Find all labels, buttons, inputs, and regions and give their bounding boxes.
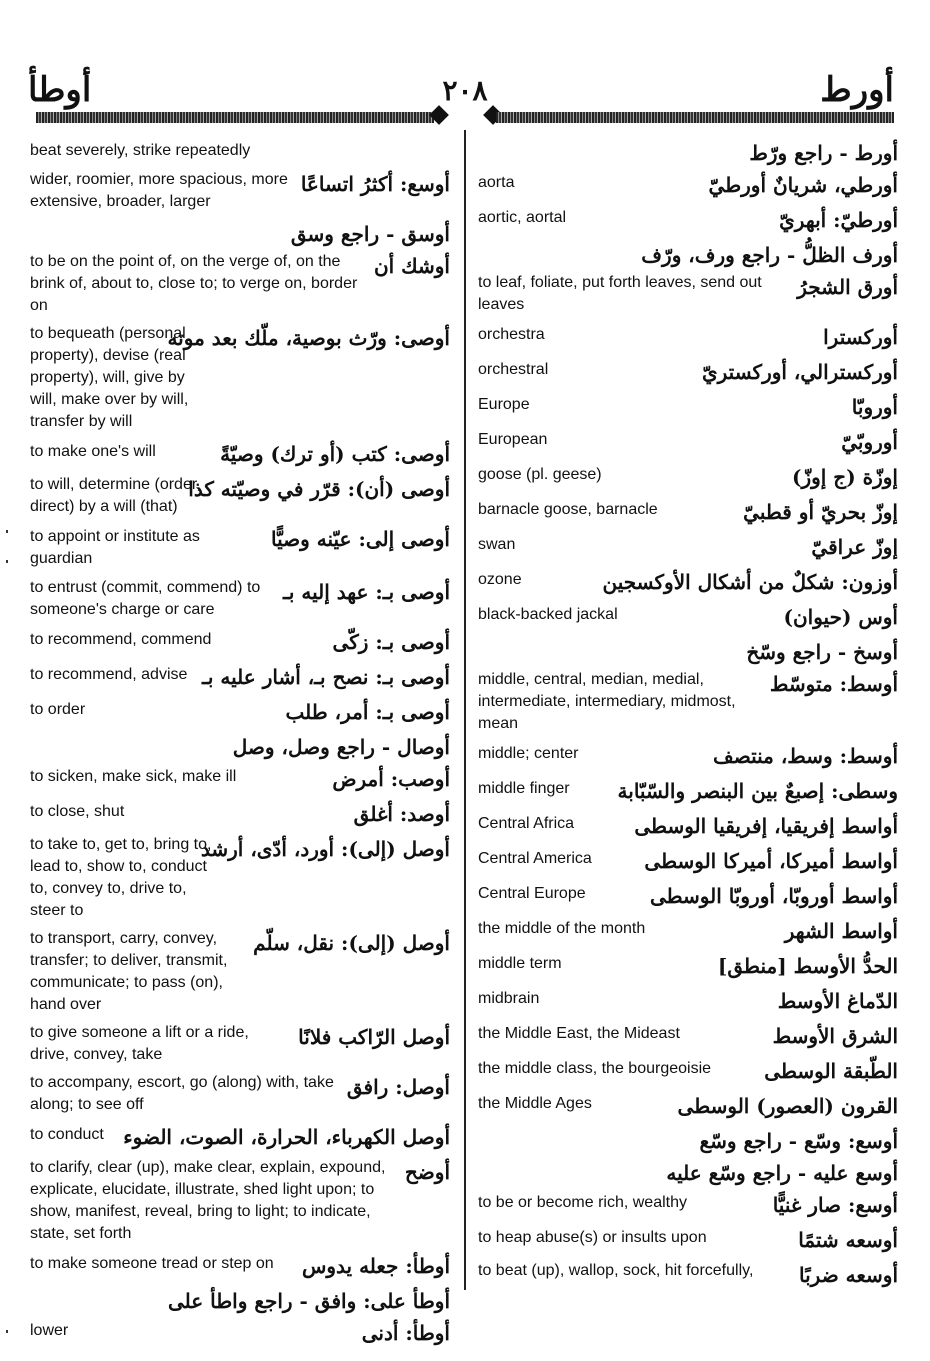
entry-headword: أوسعه ضربًا [799, 1263, 898, 1287]
entry-translation: to heap abuse(s) or insults upon [478, 1229, 707, 1246]
dictionary-entry [478, 172, 898, 198]
dictionary-entry [478, 534, 898, 560]
entry-headword: أوسخ - راجع وسّخ [746, 640, 898, 664]
entry-headword: إوزّ بحريّ أو قطبيّ [743, 500, 898, 524]
entry-translation: to take to, get to, bring to, lead to, show to, conduct to, convey to, drive to, steer to [30, 836, 212, 919]
entry-translation: goose (pl. geese) [478, 466, 602, 483]
dictionary-entry [478, 1023, 898, 1049]
entry-headword: أوس (حيوان) [783, 605, 898, 629]
entry-headword: أوصل (إلى): نقل، سلّم [253, 931, 450, 955]
entry-translation: to clarify, clear (up), make clear, explain, expound, explicate, elucidate, illustrate, shed light upon; to show, manifest, reveal, bring to light; to indicate, state, set forth [30, 1159, 386, 1242]
left-column [30, 140, 450, 1355]
dictionary-entry [478, 743, 898, 769]
dictionary-entry [478, 1093, 898, 1119]
dictionary-entry [478, 1058, 898, 1084]
entry-translation: swan [478, 536, 516, 553]
entry-translation: middle finger [478, 780, 570, 797]
entry-translation: the Middle East, the Mideast [478, 1025, 680, 1042]
entry-headword: أوصد: أغلق [353, 802, 450, 826]
entry-headword: أواسط إفريقيا، إفريقيا الوسطى [634, 814, 898, 838]
entry-headword: أوصال - راجع وصل، وصل [232, 735, 450, 759]
entry-translation: to beat (up), wallop, sock, hit forcefully, [478, 1262, 754, 1279]
entry-headword: أوصل (إلى): أورد، أدّى، أرشد [200, 837, 450, 861]
entry-headword: أواسط أوروبّا، أوروبّا الوسطى [649, 884, 898, 908]
entry-translation: to recommend, advise [30, 666, 188, 683]
dictionary-entry [30, 1253, 450, 1279]
right-column [478, 140, 898, 1296]
column-divider [464, 130, 466, 1290]
dictionary-entry [30, 526, 450, 570]
dictionary-entry [30, 1024, 450, 1066]
dictionary-entry [478, 1160, 898, 1186]
entry-headword: أوسط: متوسّط [769, 672, 898, 696]
header-guide-word-left: أوطأ [28, 70, 92, 110]
entry-headword: أورف الظلُّ - راجع ورف، ورّف [641, 243, 898, 267]
entry-translation: to conduct [30, 1126, 104, 1143]
entry-headword: أوصل الكهرباء، الحرارة، الصوت، الضوء [123, 1125, 450, 1149]
entry-headword: أورق الشجرُ [797, 275, 898, 299]
dictionary-entry [30, 766, 450, 792]
entry-headword: إوزّة (ج إوزّ) [792, 465, 898, 489]
entry-translation: to transport, carry, convey, transfer; to deliver, transmit, communicate; to pass (on), hand over [30, 930, 228, 1013]
entry-translation: to entrust (commit, commend) to someone's charge or care [30, 579, 261, 618]
entry-headword: أوصى: كتب (أو ترك) وصيّةً [220, 442, 450, 466]
entry-translation: Central Africa [478, 815, 575, 832]
entry-translation: ozone [478, 571, 522, 588]
dictionary-entry [478, 604, 898, 630]
entry-translation: to order [30, 701, 86, 718]
entry-headword: إوزّ عراقيّ [811, 535, 898, 559]
dictionary-entry [30, 664, 450, 690]
dictionary-entry [478, 671, 898, 735]
dictionary-entry [478, 848, 898, 874]
header-guide-word-right: أورط [820, 70, 894, 110]
entry-translation: to be or become rich, wealthy [478, 1194, 687, 1211]
dictionary-entry [30, 253, 450, 317]
dictionary-entry [478, 883, 898, 909]
entry-headword: أوسع: صار غنيًّا [772, 1193, 898, 1217]
dictionary-entry [30, 1124, 450, 1150]
entry-translation: Europe [478, 396, 530, 413]
dictionary-entry [478, 499, 898, 525]
dictionary-entry [30, 734, 450, 760]
entry-headword: أورط - راجع ورّط [749, 141, 898, 165]
entry-headword: أوصى بـ: زكّى [332, 630, 450, 654]
dictionary-entry [478, 639, 898, 665]
entry-headword: أوركسترالي، أوركستريّ [701, 360, 898, 384]
dictionary-entry [478, 988, 898, 1014]
entry-headword: الدّماغ الأوسط [777, 989, 898, 1013]
dictionary-entry [478, 207, 898, 233]
entry-translation: to recommend, commend [30, 631, 212, 648]
dictionary-entry [478, 813, 898, 839]
entry-translation: barnacle goose, barnacle [478, 501, 658, 518]
entry-translation: to give someone a lift or a ride, drive, convey, take [30, 1024, 249, 1063]
entry-headword: أوصى إلى: عيّنه وصيًّا [271, 527, 450, 551]
entry-headword: أوسعه شتمًا [798, 1228, 898, 1252]
dictionary-entry [478, 464, 898, 490]
entry-headword: أوطأ على: وافق - راجع واطأ على [167, 1289, 450, 1313]
entry-headword: أوروبّا [851, 395, 898, 419]
dictionary-entry [30, 579, 450, 621]
header-rule-right [496, 112, 894, 123]
dictionary-entry [478, 359, 898, 385]
dictionary-entry [30, 1074, 450, 1116]
entry-translation: midbrain [478, 990, 540, 1007]
dictionary-entry [30, 325, 450, 433]
entry-headword: أوصى بـ: عهد إليه بـ [282, 580, 450, 604]
entry-headword: الشرق الأوسط [772, 1024, 898, 1048]
margin-mark [6, 560, 8, 563]
entry-headword: أواسط أميركا، أميركا الوسطى [644, 849, 898, 873]
dictionary-entry [478, 242, 898, 268]
entry-translation: to appoint or institute as guardian [30, 528, 200, 567]
dictionary-entry [30, 801, 450, 827]
dictionary-entry [478, 394, 898, 420]
dictionary-entry [478, 1227, 898, 1253]
dictionary-entry [30, 476, 450, 518]
entry-translation: to bequeath (personal property), devise (real property), will, give by will, make over by will, transfer by will [30, 325, 189, 430]
dictionary-entry [478, 1128, 898, 1154]
entry-translation: middle term [478, 955, 562, 972]
entry-translation: the middle of the month [478, 920, 646, 937]
entry-headword: أوسق - راجع وسق [290, 222, 450, 246]
dictionary-entry [478, 778, 898, 804]
entry-translation: middle; center [478, 745, 579, 762]
entry-headword: وسطى: إصبعٌ بين البنصر والسّبّابة [617, 779, 898, 803]
dictionary-entry [478, 429, 898, 455]
dictionary-entry [30, 221, 450, 247]
entry-translation: the middle class, the bourgeoisie [478, 1060, 712, 1077]
dictionary-entry [30, 1320, 450, 1346]
dictionary-entry [30, 836, 450, 922]
entry-translation: to will, determine (order, direct) by a will (that) [30, 476, 201, 515]
dictionary-entry [30, 930, 450, 1016]
entry-translation: to make one's will [30, 443, 156, 460]
dictionary-entry [30, 1159, 450, 1245]
entry-translation: black-backed jackal [478, 606, 618, 623]
entry-headword: أوصى بـ: نصح بـ، أشار عليه بـ [202, 665, 450, 689]
entry-headword: أورطي، شريانٌ أورطيّ [708, 173, 898, 197]
entry-translation: orchestra [478, 326, 545, 343]
entry-headword: أوطأ: جعله يدوس [301, 1254, 450, 1278]
entry-headword: أوصى: ورّث بوصية، ملّك بعد موته [167, 326, 450, 350]
dictionary-entry [478, 953, 898, 979]
dictionary-entry [478, 1262, 898, 1288]
page-number: ٢٠٨ [442, 74, 488, 107]
margin-mark [6, 530, 8, 533]
entry-headword: الحدُّ الأوسط [منطق] [717, 954, 898, 978]
dictionary-entry [478, 274, 898, 316]
dictionary-entry [30, 629, 450, 655]
entry-headword: أوصل الرّاكب فلانًا [298, 1025, 450, 1049]
dictionary-entry [30, 171, 450, 213]
entry-headword: أوركسترا [823, 325, 898, 349]
entry-translation: middle, central, median, medial, intermediate, intermediary, midmost, mean [478, 671, 736, 732]
entry-headword: أورطيّ: أبهريّ [779, 208, 898, 232]
entry-translation: beat severely, strike repeatedly [30, 142, 251, 159]
margin-mark [6, 1330, 8, 1333]
dictionary-entry [478, 1192, 898, 1218]
header-rule-left [36, 112, 434, 123]
entry-translation: to make someone tread or step on [30, 1255, 274, 1272]
dictionary-entry [478, 140, 898, 166]
entry-headword: القرون (العصور) الوسطى [677, 1094, 898, 1118]
entry-headword: أوروبّيّ [841, 430, 898, 454]
entry-headword: أوصى (أن): قرّر في وصيّته كذا [188, 477, 450, 501]
entry-headword: أوسع: وسّع - راجع وسّع [699, 1129, 898, 1153]
entry-translation: the Middle Ages [478, 1095, 592, 1112]
dictionary-entry [478, 324, 898, 350]
entry-headword: أوسط: وسط، منتصف [713, 744, 898, 768]
dictionary-entry [30, 140, 450, 162]
entry-headword: أوزون: شكلٌ من أشكال الأوكسجين [602, 570, 898, 594]
entry-headword: أوصى بـ: أمر، طلب [285, 700, 450, 724]
entry-translation: wider, roomier, more spacious, more extensive, broader, larger [30, 171, 288, 210]
entry-translation: to be on the point of, on the verge of, on the brink of, about to, close to; to verge on, border on [30, 253, 358, 314]
entry-translation: Central America [478, 850, 592, 867]
entry-headword: أواسط الشهر [784, 919, 898, 943]
entry-translation: to leaf, foliate, put forth leaves, send out leaves [478, 274, 762, 313]
dictionary-entry [478, 918, 898, 944]
dictionary-entry [30, 699, 450, 725]
entry-translation: orchestral [478, 361, 549, 378]
entry-translation: aortic, aortal [478, 209, 567, 226]
entry-translation: Central Europe [478, 885, 586, 902]
entry-headword: أوسع عليه - راجع وسّع عليه [666, 1161, 898, 1185]
entry-headword: أوضح [404, 1160, 450, 1184]
entry-headword: أوسع: أكثرُ اتساعًا [300, 172, 450, 196]
entry-headword: أوصب: أمرض [332, 767, 450, 791]
entry-headword: أوطأ: أدنى [361, 1321, 450, 1345]
dictionary-entry [478, 569, 898, 595]
entry-headword: أوصل: رافق [346, 1075, 450, 1099]
entry-translation: to accompany, escort, go (along) with, take along; to see off [30, 1074, 334, 1113]
entry-translation: lower [30, 1322, 69, 1339]
entry-translation: European [478, 431, 548, 448]
entry-headword: أوشك أن [373, 254, 450, 278]
dictionary-entry [30, 1288, 450, 1314]
entry-translation: to close, shut [30, 803, 125, 820]
entry-translation: aorta [478, 174, 515, 191]
entry-headword: الطّبقة الوسطى [764, 1059, 898, 1083]
dictionary-entry [30, 441, 450, 467]
entry-translation: to sicken, make sick, make ill [30, 768, 237, 785]
